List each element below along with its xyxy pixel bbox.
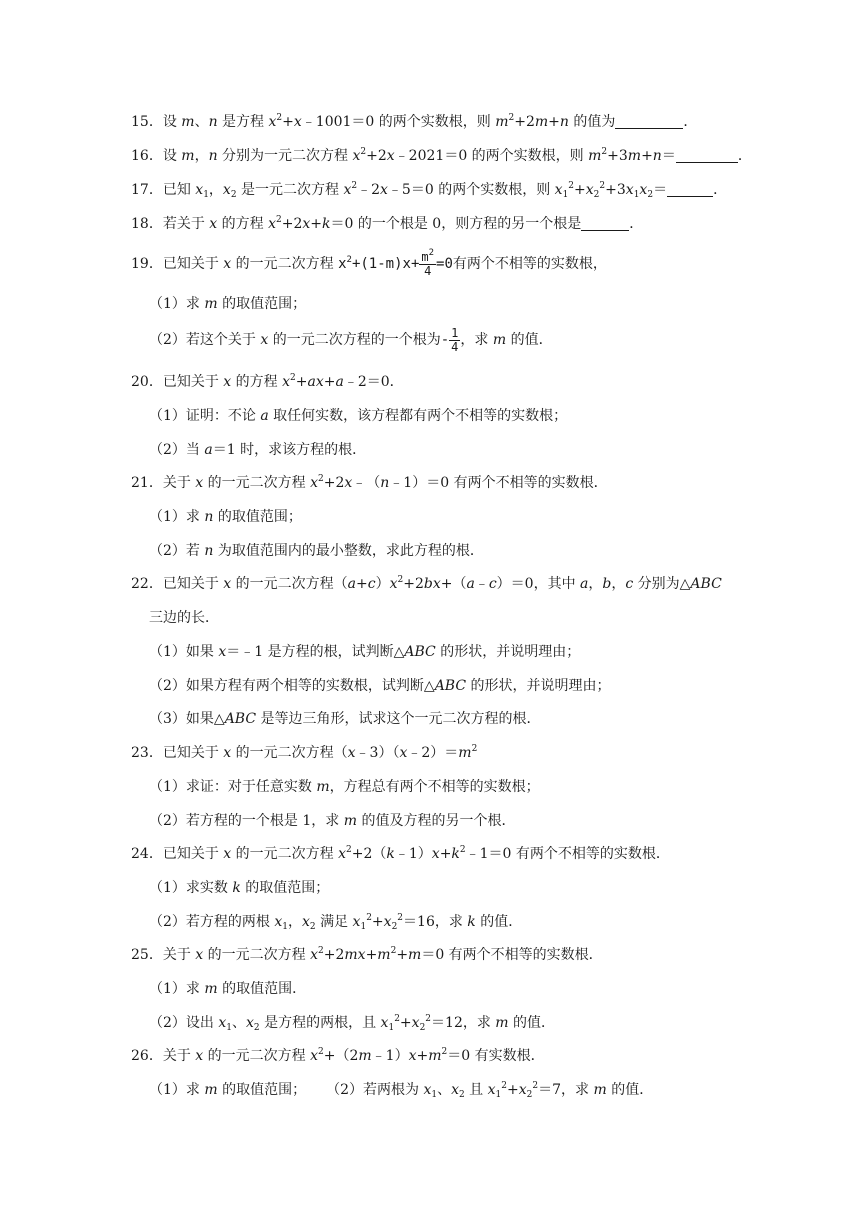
question-number: 22． (131, 576, 163, 592)
answer-blank (581, 216, 629, 231)
question-number: 23． (131, 745, 163, 761)
q26-parts: （1）求 m 的取值范围； （2）若两根为 $x_1$、$x_2$ 且 $x_1^2+x_2^2=7$，求 m 的值． (149, 1081, 654, 1100)
q23-part-2: （2）若方程的一个根是 1，求 m 的值及方程的另一个根． (149, 813, 516, 829)
equation-image: $x^2+(1-m)x+$ $\frac{m^2}{4}$ =0 (338, 247, 453, 278)
question-16: 16．设 m，n 分别为一元二次方程 $x^2+2x﹣2021=0$ 的两个实数根，则 $m^2+3m+n=$ ． (131, 147, 752, 164)
question-number: 24． (131, 846, 163, 862)
question-15: 15．设 m、n 是方程 $x^2+x﹣1001=0$ 的两个实数根，则 $m^2+2m+n$ 的值为 ． (131, 113, 698, 130)
question-number: 20． (131, 374, 163, 390)
answer-blank (615, 114, 683, 129)
question-19: 19．已知关于 x 的一元二次方程 $x^2+(1-m)x+$ $\frac{m^2}{4}$ =0有两个不相等的实数根， (131, 247, 607, 278)
question-23: 23．已知关于 x 的一元二次方程$(x﹣3)(x﹣2)=m^2$ (131, 744, 478, 761)
q19-part-1: （1）求 m 的取值范围； (149, 296, 307, 312)
question-25: 25．关于 x 的一元二次方程 $x^2+2mx+m^2+m=0$ 有两个不相等的实数根． (131, 946, 603, 963)
q22-part-1: （1）如果 x＝﹣1 是方程的根，试判断△ABC 的形状，并说明理由； (149, 644, 581, 660)
q20-part-2: （2）当 a＝1 时，求该方程的根． (149, 442, 367, 458)
question-24: 24．已知关于 x 的一元二次方程 $x^2+2(k﹣1)x+k^2﹣1=0$ 有两个不相等的实数根． (131, 845, 670, 862)
question-number: 21． (131, 475, 163, 491)
question-number: 25． (131, 947, 163, 963)
q24-part-1: （1）求实数 k 的取值范围； (149, 880, 330, 896)
question-number: 16． (131, 148, 163, 164)
question-number: 17． (131, 182, 163, 198)
q22-continuation: 三边的长． (149, 610, 219, 626)
question-number: 15． (131, 114, 163, 130)
q19-part-2: （2）若这个关于 x 的一元二次方程的一个根为- $\frac{1}{4}$ ，求 m 的值． (149, 325, 553, 354)
q21-part-1: （1）求 n 的取值范围； (149, 509, 302, 525)
question-number: 26． (131, 1048, 163, 1064)
q25-part-2: （2）设出 $x_1$、$x_2$ 是方程的两根，且 $x_1^2+x_2^2=12$，求 m 的值． (149, 1014, 556, 1033)
q22-part-3: （3）如果△ABC 是等边三角形，试求这个一元二次方程的根． (149, 711, 541, 727)
q22-part-2: （2）如果方程有两个相等的实数根，试判断△ABC 的形状，并说明理由； (149, 678, 611, 694)
fraction: $\frac{1}{4}$ (451, 325, 459, 354)
question-26: 26．关于 x 的一元二次方程 $x^2+(2m﹣1)x+m^2=0$ 有实数根． (131, 1047, 545, 1064)
question-number: 19． (131, 256, 163, 272)
fraction: $\frac{m^2}{4}$ (421, 247, 435, 278)
q21-part-2: （2）若 n 为取值范围内的最小整数，求此方程的根． (149, 543, 484, 559)
q20-part-1: （1）证明：不论 a 取任何实数，该方程都有两个不相等的实数根； (149, 408, 568, 424)
question-17: 17．已知 $x_1$，$x_2$ 是一元二次方程 $x^2﹣2x﹣5=0$ 的两个实数根，则 $x_1^2+x_2^2+3x_1x_2=$ ． (131, 181, 728, 200)
question-20: 20．已知关于 x 的方程 $x^2+ax+a﹣2=0$． (131, 373, 404, 390)
question-18: 18．若关于 x 的方程 $x^2+2x+k=0$ 的一个根是 0，则方程的另一个根是 ． (131, 215, 644, 232)
q23-part-1: （1）求证：对于任意实数 m，方程总有两个不相等的实数根； (149, 779, 540, 795)
q25-part-1: （1）求 m 的取值范围． (149, 981, 307, 997)
question-21: 21．关于 x 的一元二次方程 $x^2+2x﹣(n﹣1)=0$ 有两个不相等的实数根． (131, 474, 608, 491)
answer-blank (667, 182, 713, 197)
q24-part-2: （2）若方程的两根 $x_1$，$x_2$ 满足 $x_1^2+x_2^2=16$，求 k 的值． (149, 913, 523, 932)
question-number: 18． (131, 216, 163, 232)
answer-blank (676, 148, 738, 163)
question-22: 22．已知关于 x 的一元二次方程$(a+c)x^2+2bx+(a﹣c)=0$，其中 a，b，c 分别为△ABC (131, 575, 722, 592)
